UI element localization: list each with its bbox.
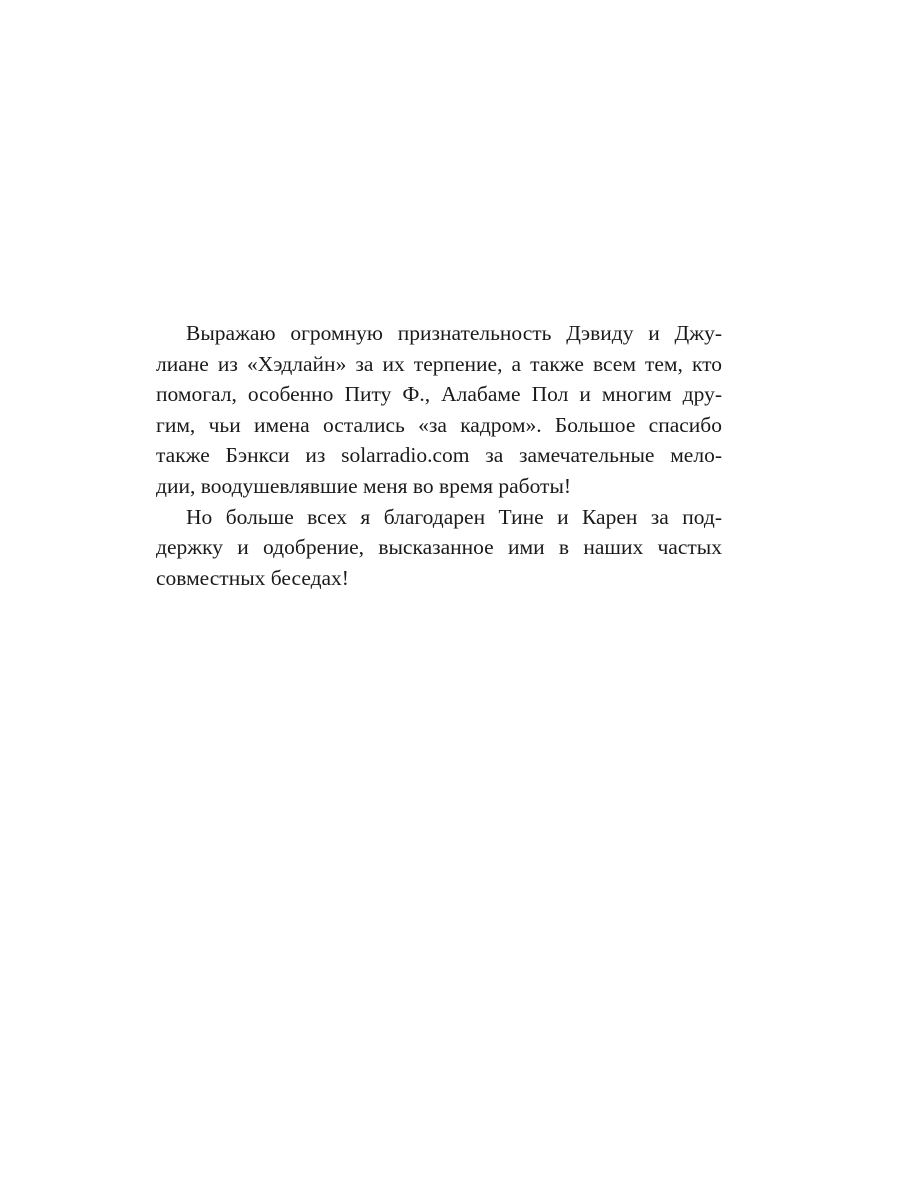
text-line: помогал, особенно Питу Ф., Алабаме Пол и многим дру- <box>156 382 722 407</box>
text-line: гим, чьи имена остались «за кадром». Большое спасибо <box>156 412 722 437</box>
text-line: дии, воодушевлявшие меня во время работы! <box>156 473 572 498</box>
text-line: Выражаю огромную признательность Дэвиду и Джу- <box>186 321 722 345</box>
text-line: держку и одобрение, высказанное ими в наших частых <box>156 535 722 560</box>
text-line: совместных беседах! <box>156 565 349 590</box>
text-line: Но больше всех я благодарен Тине и Карен за под- <box>186 504 722 529</box>
paragraph-2 <box>156 502 722 594</box>
text-line: также Бэнкси из solarradio.com за замечательные мело- <box>156 443 722 468</box>
text-line: лиане из «Хэдлайн» за их терпение, а также всем тем, кто <box>156 351 722 376</box>
acknowledgements-text <box>156 318 722 593</box>
paragraph-1 <box>156 318 722 502</box>
